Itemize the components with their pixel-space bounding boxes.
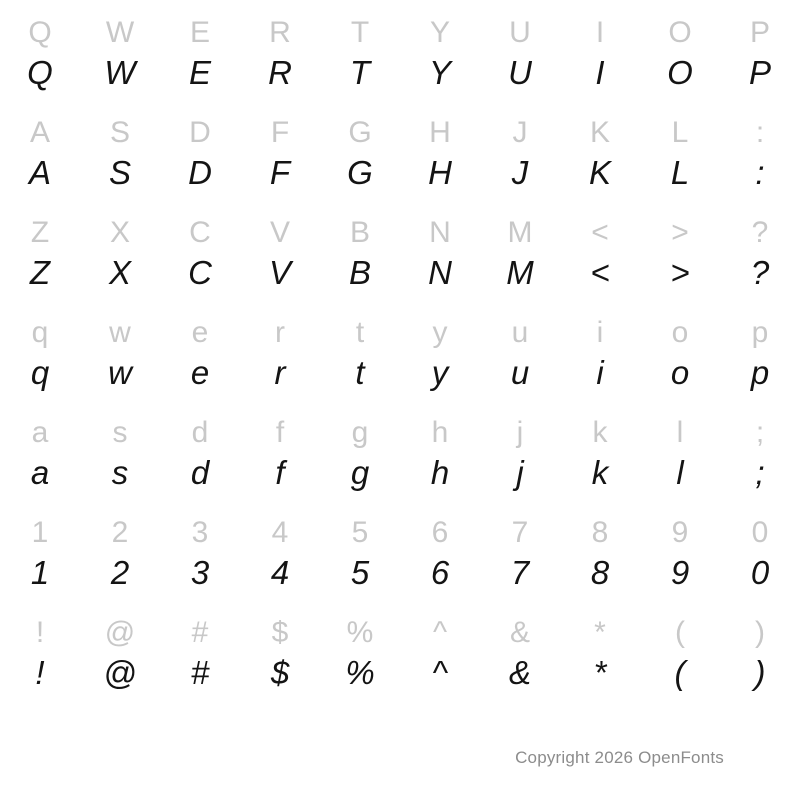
glyph-row-outline: [0, 200, 800, 250]
glyph-cell: &: [509, 616, 530, 649]
glyph-cell: a: [31, 416, 49, 449]
glyph-cell: h: [431, 416, 449, 449]
glyph-cell: B: [349, 216, 370, 249]
glyph-row-sample: [0, 250, 800, 300]
glyph-cell: I: [595, 54, 605, 91]
glyph-cell: A: [29, 116, 50, 149]
glyph-cell: J: [512, 116, 528, 149]
glyph-cell: e: [190, 354, 210, 391]
glyph-row-sample: [0, 50, 800, 100]
glyph-cell: $: [270, 654, 290, 691]
glyph-cell: s: [111, 454, 129, 491]
glyph-cell: 7: [511, 516, 529, 549]
glyph-cell: e: [191, 316, 209, 349]
glyph-cell: i: [596, 316, 604, 349]
glyph-cell: w: [108, 354, 132, 391]
glyph-cell: T: [350, 16, 370, 49]
glyph-cell: 1: [30, 554, 50, 591]
glyph-cell: *: [594, 616, 606, 649]
glyph-cell: K: [589, 116, 610, 149]
glyph-cell: 9: [670, 554, 690, 591]
glyph-cell: P: [749, 16, 770, 49]
glyph-cell: >: [670, 254, 690, 291]
glyph-cell: 8: [590, 554, 610, 591]
glyph-row-outline: [0, 600, 800, 650]
glyph-cell: X: [109, 216, 130, 249]
glyph-row-outline: [0, 100, 800, 150]
glyph-cell: T: [349, 54, 371, 91]
glyph-cell: 6: [430, 554, 450, 591]
glyph-cell: P: [748, 54, 771, 91]
glyph-cell: W: [104, 54, 136, 91]
glyph-cell: ^: [432, 616, 448, 649]
glyph-cell: A: [28, 154, 51, 191]
glyph-cell: q: [30, 354, 50, 391]
glyph-cell: U: [509, 16, 531, 49]
glyph-cell: j: [516, 416, 524, 449]
glyph-row-outline: [0, 500, 800, 550]
glyph-cell: :: [755, 154, 765, 191]
glyph-cell: M: [506, 254, 534, 291]
glyph-cell: t: [355, 354, 365, 391]
glyph-cell: l: [676, 454, 684, 491]
glyph-cell: <: [591, 216, 609, 249]
glyph-cell: N: [428, 254, 452, 291]
glyph-cell: S: [108, 154, 131, 191]
glyph-cell: H: [429, 116, 451, 149]
glyph-cell: <: [590, 254, 610, 291]
glyph-cell: I: [595, 16, 605, 49]
glyph-cell: p: [750, 354, 770, 391]
glyph-cell: Z: [29, 254, 51, 291]
glyph-cell: V: [268, 254, 291, 291]
glyph-cell: u: [511, 316, 529, 349]
glyph-cell: t: [355, 316, 365, 349]
glyph-cell: p: [751, 316, 769, 349]
glyph-cell: (: [674, 654, 686, 691]
glyph-cell: 4: [270, 554, 290, 591]
glyph-cell: R: [268, 54, 292, 91]
glyph-cell: s: [112, 416, 128, 449]
glyph-cell: %: [346, 616, 374, 649]
glyph-cell: !: [35, 654, 45, 691]
glyph-cell: !: [35, 616, 45, 649]
glyph-cell: R: [269, 16, 291, 49]
glyph-cell: B: [348, 254, 371, 291]
glyph-cell: 5: [351, 516, 369, 549]
glyph-cell: d: [191, 416, 209, 449]
glyph-cell: L: [670, 154, 690, 191]
glyph-cell: w: [109, 316, 131, 349]
glyph-cell: V: [269, 216, 290, 249]
glyph-cell: D: [188, 154, 212, 191]
glyph-cell: F: [269, 154, 291, 191]
glyph-cell: l: [676, 416, 684, 449]
glyph-cell: H: [428, 154, 452, 191]
glyph-cell: G: [347, 154, 373, 191]
glyph-cell: g: [350, 454, 370, 491]
glyph-cell: 2: [111, 516, 129, 549]
glyph-cell: G: [348, 116, 372, 149]
glyph-cell: k: [591, 454, 609, 491]
glyph-cell: 3: [190, 554, 210, 591]
glyph-row-outline: [0, 300, 800, 350]
glyph-cell: 0: [751, 516, 769, 549]
glyph-cell: Q: [27, 54, 53, 91]
glyph-row-sample: [0, 450, 800, 500]
glyph-cell: y: [432, 316, 448, 349]
glyph-cell: %: [345, 654, 375, 691]
glyph-row-sample: [0, 150, 800, 200]
glyph-cell: D: [189, 116, 211, 149]
glyph-cell: L: [671, 116, 689, 149]
glyph-cell: 0: [750, 554, 770, 591]
glyph-cell: 4: [271, 516, 289, 549]
glyph-cell: 1: [31, 516, 49, 549]
glyph-cell: ): [755, 616, 765, 649]
glyph-row-sample: [0, 350, 800, 400]
glyph-cell: M: [507, 216, 533, 249]
glyph-cell: U: [508, 54, 532, 91]
glyph-cell: @: [103, 654, 137, 691]
glyph-cell: $: [271, 616, 289, 649]
glyph-cell: J: [511, 154, 529, 191]
glyph-row-sample: [0, 650, 800, 700]
glyph-cell: ;: [755, 416, 765, 449]
glyph-cell: 6: [431, 516, 449, 549]
glyph-cell: :: [755, 116, 765, 149]
glyph-cell: q: [31, 316, 49, 349]
glyph-row-outline: [0, 0, 800, 50]
glyph-cell: 8: [591, 516, 609, 549]
glyph-cell: r: [275, 316, 285, 349]
glyph-cell: (: [675, 616, 685, 649]
glyph-cell: d: [190, 454, 210, 491]
glyph-cell: ?: [751, 216, 769, 249]
glyph-cell: o: [670, 354, 690, 391]
glyph-cell: #: [191, 616, 209, 649]
glyph-cell: Z: [30, 216, 50, 249]
glyph-cell: @: [104, 616, 136, 649]
glyph-cell: f: [275, 454, 285, 491]
glyph-cell: E: [189, 16, 210, 49]
glyph-row-sample: [0, 550, 800, 600]
glyph-cell: F: [270, 116, 290, 149]
glyph-cell: h: [430, 454, 450, 491]
glyph-cell: K: [588, 154, 611, 191]
glyph-cell: 2: [110, 554, 130, 591]
glyph-cell: y: [431, 354, 449, 391]
glyph-cell: C: [188, 254, 212, 291]
glyph-cell: *: [593, 654, 607, 691]
glyph-cell: r: [274, 354, 286, 391]
glyph-cell: 9: [671, 516, 689, 549]
glyph-row-outline: [0, 400, 800, 450]
copyright-notice: Copyright 2026 OpenFonts: [515, 748, 724, 767]
glyph-cell: S: [109, 116, 130, 149]
glyph-cell: i: [596, 354, 604, 391]
glyph-cell: 7: [510, 554, 530, 591]
glyph-cell: ?: [750, 254, 770, 291]
glyph-cell: E: [188, 54, 211, 91]
glyph-cell: 3: [191, 516, 209, 549]
glyph-cell: u: [510, 354, 530, 391]
glyph-cell: ^: [432, 654, 448, 691]
glyph-cell: f: [275, 416, 285, 449]
glyph-cell: j: [516, 454, 524, 491]
glyph-cell: C: [189, 216, 211, 249]
glyph-cell: N: [429, 216, 451, 249]
glyph-cell: W: [105, 16, 135, 49]
glyph-cell: O: [667, 54, 693, 91]
glyph-cell: a: [30, 454, 50, 491]
glyph-cell: 5: [350, 554, 370, 591]
glyph-cell: ): [754, 654, 766, 691]
glyph-cell: #: [190, 654, 210, 691]
glyph-cell: >: [671, 216, 689, 249]
glyph-cell: X: [108, 254, 131, 291]
glyph-cell: O: [668, 16, 692, 49]
glyph-cell: k: [592, 416, 608, 449]
glyph-cell: Y: [429, 16, 450, 49]
glyph-cell: &: [508, 654, 531, 691]
glyph-cell: ;: [755, 454, 765, 491]
glyph-cell: o: [671, 316, 689, 349]
glyph-cell: g: [351, 416, 369, 449]
glyph-cell: Y: [428, 54, 451, 91]
glyph-cell: Q: [28, 16, 52, 49]
